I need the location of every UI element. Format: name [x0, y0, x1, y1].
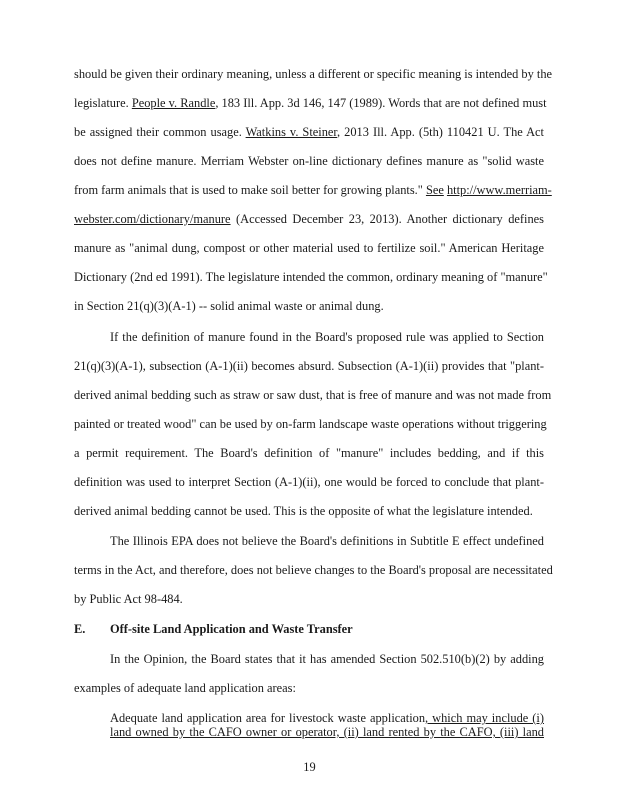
url-link[interactable]: http://www.merriam-	[446, 183, 552, 197]
text-line: In the Opinion, the Board states that it has amended Section 502.510(b)(2) by adding	[110, 652, 544, 666]
case-citation: Watkins v. Steiner	[245, 125, 338, 139]
case-citation: People v. Randle	[131, 96, 216, 110]
text-line: by Public Act 98-484.	[74, 592, 183, 606]
text-line: painted or treated wood" can be used by on-farm landscape waste operations without triggering	[74, 417, 547, 431]
text-line: a permit requirement. The Board's definition of "manure" includes bedding, and if this	[74, 446, 544, 460]
section-title: Off-site Land Application and Waste Transfer	[110, 622, 353, 636]
text-line: derived animal bedding cannot be used. This is the opposite of what the legislature intended.	[74, 504, 533, 518]
url-link[interactable]: webster.com/dictionary/manure	[74, 212, 231, 226]
text-line: If the definition of manure found in the Board's proposed rule was applied to Section	[110, 330, 544, 344]
text-line: definition was used to interpret Section (A-1)(ii), one would be forced to conclude that plant-	[74, 475, 544, 489]
section-letter: E.	[74, 622, 86, 636]
text-line: does not define manure. Merriam Webster on-line dictionary defines manure as "solid waste	[74, 154, 544, 168]
section-heading	[74, 622, 353, 636]
page-number: 19	[303, 760, 316, 774]
text-line: manure as "animal dung, compost or other material used to fertilize soil." American Heritage	[74, 241, 544, 255]
block-quote-line: Adequate land application area for livestock waste application, which may include (i)	[110, 711, 544, 725]
text-line: legislature. People v. Randle, 183 Ill. App. 3d 146, 147 (1989). Words that are not defined must	[74, 96, 547, 110]
text-line: Dictionary (2nd ed 1991). The legislature intended the common, ordinary meaning of "manure"	[74, 270, 548, 284]
text-line: derived animal bedding such as straw or saw dust, that is free of manure and was not made from	[74, 388, 552, 402]
text-line: webster.com/dictionary/manure (Accessed December 23, 2013). Another dictionary defines	[74, 212, 544, 226]
text-line: in Section 21(q)(3)(A-1) -- solid animal waste or animal dung.	[74, 299, 384, 313]
text-line: examples of adequate land application areas:	[74, 681, 296, 695]
text-line: 21(q)(3)(A-1), subsection (A-1)(ii) becomes absurd. Subsection (A-1)(ii) provides that "plant-	[74, 359, 544, 373]
text-line: be assigned their common usage. Watkins v. Steiner, 2013 Ill. App. (5th) 110421 U. The Act	[74, 125, 544, 139]
block-quote-line: land owned by the CAFO owner or operator, (ii) land rented by the CAFO, (iii) land	[110, 725, 544, 739]
text-line: from farm animals that is used to make soil better for growing plants." See http://www.merriam-	[74, 183, 552, 197]
see-signal: See	[425, 183, 444, 197]
text-line: The Illinois EPA does not believe the Board's definitions in Subtitle E effect undefined	[110, 534, 544, 548]
text-line: should be given their ordinary meaning, unless a different or specific meaning is intended by the	[74, 67, 553, 81]
text-line: terms in the Act, and therefore, does not believe changes to the Board's proposal are necessitated	[74, 563, 553, 577]
